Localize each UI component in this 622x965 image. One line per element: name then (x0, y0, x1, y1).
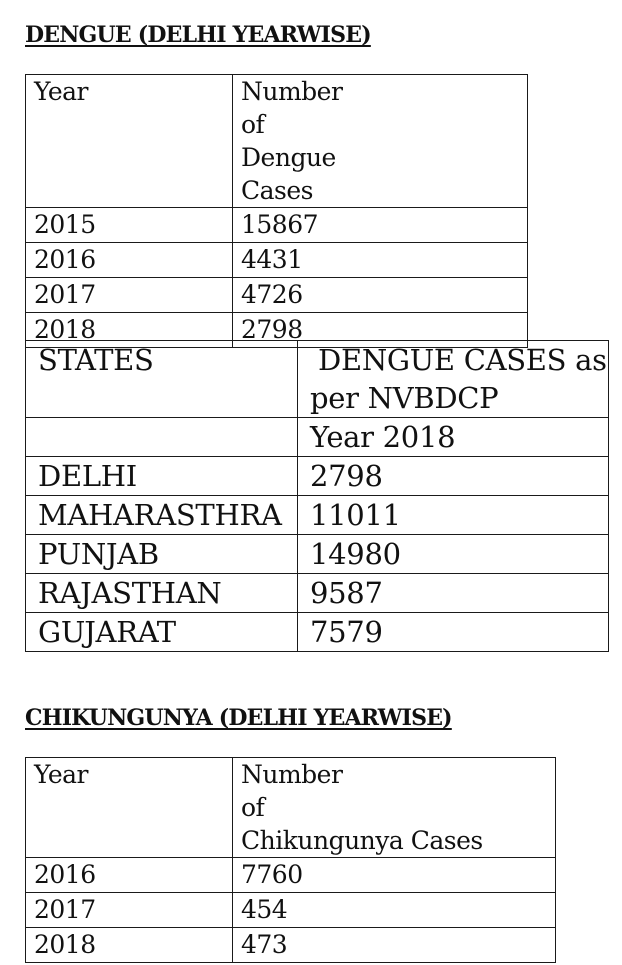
cases-cell: 473 (233, 928, 556, 963)
year-cell: 2017 (26, 893, 233, 928)
table-row (26, 535, 609, 574)
state-cell: RAJASTHAN (26, 574, 298, 613)
header-line-2: Chikungunya Cases (241, 826, 483, 855)
cases-cell: 15867 (233, 208, 528, 243)
year-cell: 2015 (26, 208, 233, 243)
dengue-cases-nvbdcp-header (298, 341, 609, 418)
table-row (26, 496, 609, 535)
cases-cell: 14980 (298, 535, 609, 574)
table-row (26, 243, 528, 278)
chikungunya-heading: CHIKUNGUNYA (DELHI YEARWISE) (25, 705, 452, 731)
header-line-1: DENGUE CASES as (318, 343, 607, 377)
header-word: of (241, 793, 265, 822)
state-cell: MAHARASTHRA (26, 496, 298, 535)
dengue-delhi-table (25, 74, 528, 348)
state-cell: GUJARAT (26, 613, 298, 652)
table-row (26, 457, 609, 496)
cases-cell: 7579 (298, 613, 609, 652)
table-row (26, 418, 609, 457)
header-word: Number (241, 77, 343, 106)
cases-cell: 4431 (233, 243, 528, 278)
header-line-1 (241, 75, 519, 174)
cases-cell: 9587 (298, 574, 609, 613)
states-header: STATES (26, 341, 298, 418)
cases-cell: 4726 (233, 278, 528, 313)
table-row (26, 208, 528, 243)
header-line-2: per NVBDCP (310, 381, 499, 415)
cases-cell: 454 (233, 893, 556, 928)
year-header: Year (26, 758, 233, 858)
table-row (26, 928, 556, 963)
year-cell: 2016 (26, 858, 233, 893)
cases-cell: 2798 (233, 313, 528, 348)
state-cell: PUNJAB (26, 535, 298, 574)
table-row (26, 574, 609, 613)
table-row (26, 858, 556, 893)
table-header-row (26, 75, 528, 208)
header-word: Dengue (241, 143, 336, 172)
dengue-cases-header (233, 75, 528, 208)
chikungunya-cases-header (233, 758, 556, 858)
cases-cell: 11011 (298, 496, 609, 535)
empty-cell (26, 418, 298, 457)
cases-cell: 7760 (233, 858, 556, 893)
header-word: Number (241, 760, 343, 789)
table-header-row (26, 341, 609, 418)
dengue-states-table (25, 340, 609, 652)
year-header: Year (26, 75, 233, 208)
chikungunya-delhi-table (25, 757, 556, 963)
table-row (26, 613, 609, 652)
header-line-1 (241, 758, 547, 824)
year-cell: 2018 (26, 928, 233, 963)
year-cell: 2018 (26, 313, 233, 348)
year-cell: 2017 (26, 278, 233, 313)
year-label-cell: Year 2018 (298, 418, 609, 457)
state-cell: DELHI (26, 457, 298, 496)
header-word: of (241, 110, 265, 139)
dengue-heading: DENGUE (DELHI YEARWISE) (25, 22, 371, 48)
table-header-row (26, 758, 556, 858)
table-row (26, 278, 528, 313)
header-line-2: Cases (241, 176, 313, 205)
year-cell: 2016 (26, 243, 233, 278)
cases-cell: 2798 (298, 457, 609, 496)
table-row (26, 893, 556, 928)
